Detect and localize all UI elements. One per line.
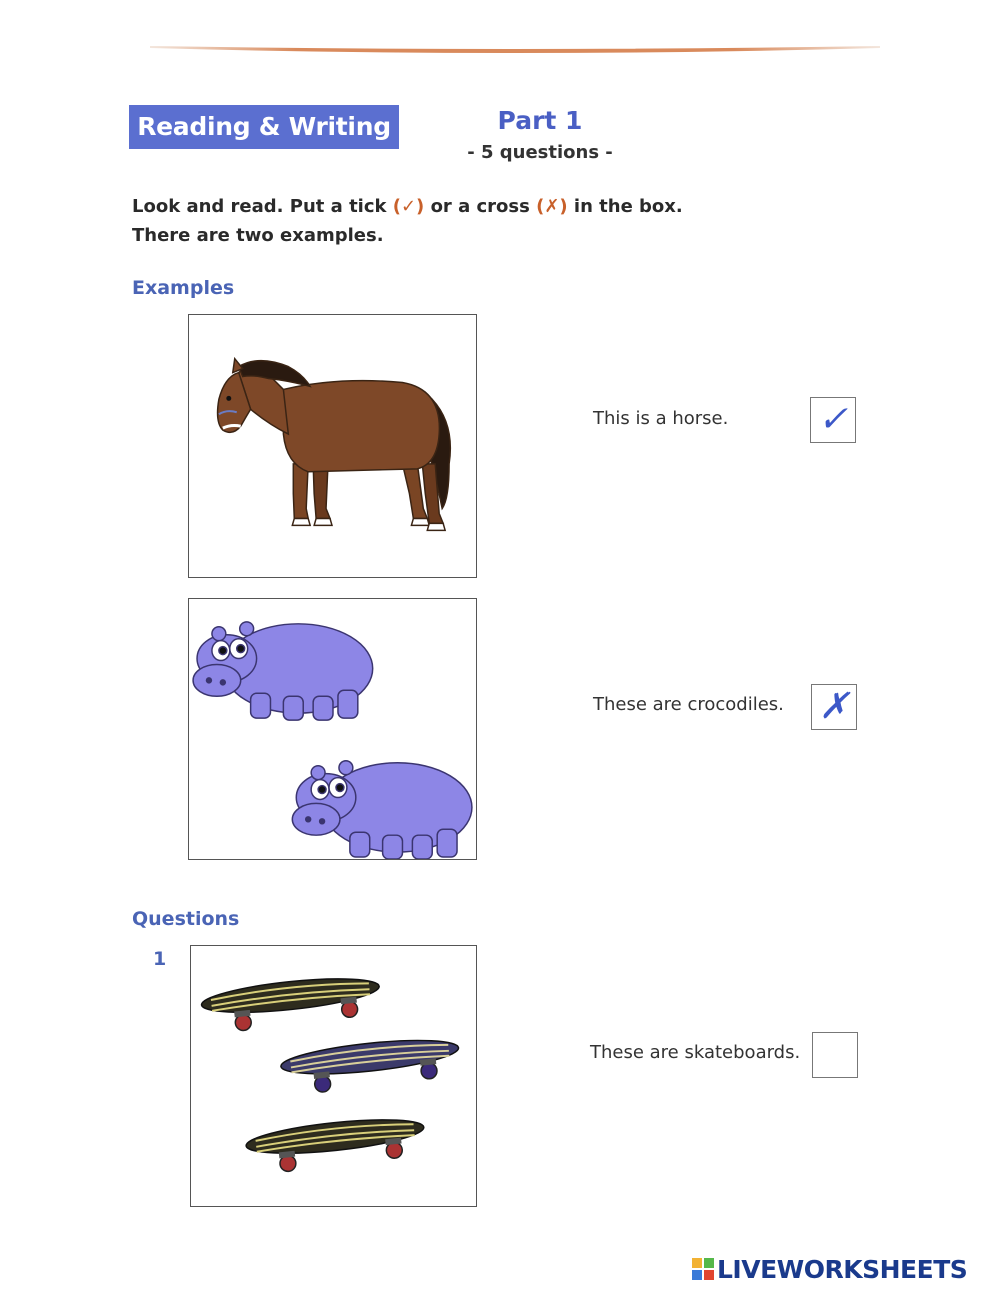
- instruction-line-2: There are two examples.: [132, 225, 384, 246]
- question-1-number: 1: [153, 948, 167, 970]
- question-1-picture: [190, 945, 477, 1207]
- horse-icon: [189, 315, 476, 577]
- example-1-answer-box: ✓: [810, 397, 856, 443]
- example-2-sentence: These are crocodiles.: [593, 694, 784, 715]
- hippos-icon: [189, 599, 476, 859]
- cross-mark-sample: (✗): [536, 196, 568, 217]
- example-1-sentence: This is a horse.: [593, 408, 729, 429]
- tick-mark-sample: (✓): [392, 196, 425, 217]
- logo-grid-icon: [692, 1258, 714, 1280]
- questions-heading: Questions: [132, 908, 240, 930]
- logo-text: LIVEWORKSHEETS: [717, 1254, 968, 1284]
- part-subtitle: - 5 questions -: [467, 142, 613, 163]
- section-label: Reading & Writing: [129, 105, 399, 149]
- part-title: Part 1: [497, 106, 583, 135]
- skateboards-icon: [191, 946, 476, 1206]
- question-1-sentence: These are skateboards.: [590, 1042, 801, 1063]
- liveworksheets-logo: [692, 1254, 967, 1284]
- top-decorative-band: [150, 42, 880, 58]
- question-1-answer-box[interactable]: [812, 1032, 858, 1078]
- example-1-picture: [188, 314, 477, 578]
- instruction-line-1: Look and read. Put a tick (✓) or a cross (✗) in the box.: [132, 196, 683, 217]
- example-2-picture: [188, 598, 477, 860]
- example-2-answer-box: ✗: [811, 684, 857, 730]
- examples-heading: Examples: [132, 277, 235, 299]
